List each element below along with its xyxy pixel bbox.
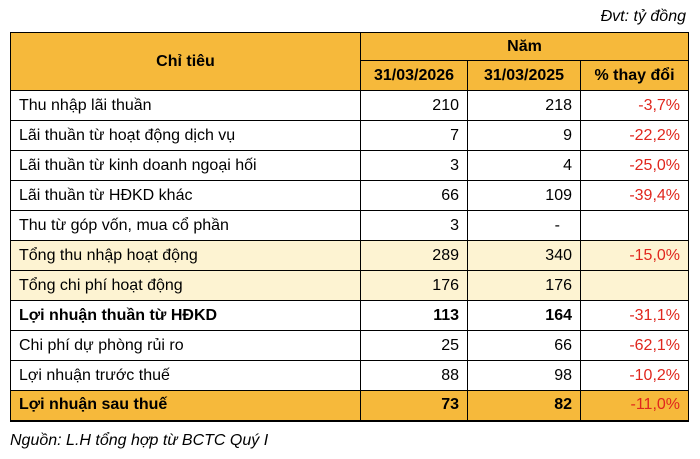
table-row — [11, 91, 689, 121]
value-2026: 25 — [361, 331, 468, 361]
header-year: Năm — [361, 33, 689, 61]
value-2025: 176 — [468, 271, 581, 301]
value-2025: 66 — [468, 331, 581, 361]
header-2026: 31/03/2026 — [361, 61, 468, 91]
row-label: Tổng chi phí hoạt động — [11, 271, 361, 301]
value-change: -3,7% — [581, 91, 689, 121]
value-2026: 210 — [361, 91, 468, 121]
value-2026: 88 — [361, 361, 468, 391]
unit-label: Đvt: tỷ đồng — [600, 8, 686, 25]
header-indicator: Chỉ tiêu — [11, 33, 361, 91]
value-2026: 3 — [361, 151, 468, 181]
table-row — [11, 271, 689, 301]
row-label: Lợi nhuận sau thuế — [11, 391, 361, 421]
value-2026: 289 — [361, 241, 468, 271]
table-row — [11, 181, 689, 211]
value-2025: 218 — [468, 91, 581, 121]
value-change: -22,2% — [581, 121, 689, 151]
value-2025: 4 — [468, 151, 581, 181]
value-2026: 176 — [361, 271, 468, 301]
row-label: Chi phí dự phòng rủi ro — [11, 331, 361, 361]
value-change — [581, 211, 689, 241]
value-2026: 66 — [361, 181, 468, 211]
row-label: Lợi nhuận thuần từ HĐKD — [11, 301, 361, 331]
table-row — [11, 391, 689, 421]
header-2025: 31/03/2025 — [468, 61, 581, 91]
value-change: -25,0% — [581, 151, 689, 181]
table-row — [11, 361, 689, 391]
value-2025: 340 — [468, 241, 581, 271]
table-row — [11, 301, 689, 331]
row-label: Thu nhập lãi thuần — [11, 91, 361, 121]
source-note: Nguồn: L.H tổng hợp từ BCTC Quý I — [10, 432, 269, 449]
table-row — [11, 241, 689, 271]
table-row — [11, 121, 689, 151]
header-change: % thay đổi — [581, 61, 689, 91]
row-label: Thu từ góp vốn, mua cổ phần — [11, 211, 361, 241]
value-2025: - — [468, 211, 581, 241]
table-row — [11, 211, 689, 241]
value-change: -10,2% — [581, 361, 689, 391]
value-2025: 82 — [468, 391, 581, 421]
table-row — [11, 331, 689, 361]
value-2026: 113 — [361, 301, 468, 331]
row-label: Lợi nhuận trước thuế — [11, 361, 361, 391]
value-change: -39,4% — [581, 181, 689, 211]
value-2026: 3 — [361, 211, 468, 241]
value-change: -15,0% — [581, 241, 689, 271]
financial-table — [10, 32, 689, 422]
row-label: Lãi thuần từ HĐKD khác — [11, 181, 361, 211]
value-change: -62,1% — [581, 331, 689, 361]
row-label: Lãi thuần từ kinh doanh ngoại hối — [11, 151, 361, 181]
value-2025: 9 — [468, 121, 581, 151]
value-change: -11,0% — [581, 391, 689, 421]
table-row — [11, 151, 689, 181]
row-label: Tổng thu nhập hoạt động — [11, 241, 361, 271]
value-2026: 7 — [361, 121, 468, 151]
value-2025: 109 — [468, 181, 581, 211]
value-2026: 73 — [361, 391, 468, 421]
value-2025: 98 — [468, 361, 581, 391]
row-label: Lãi thuần từ hoạt động dịch vụ — [11, 121, 361, 151]
value-change: -31,1% — [581, 301, 689, 331]
value-2025: 164 — [468, 301, 581, 331]
value-change — [581, 271, 689, 301]
